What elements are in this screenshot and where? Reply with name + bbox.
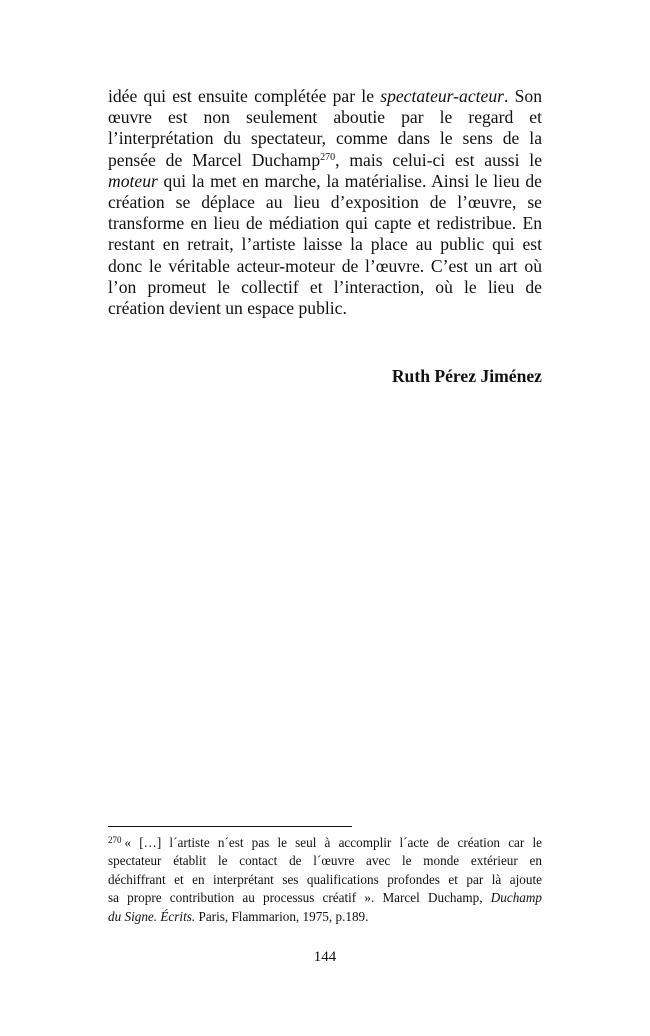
text-run: sa propre contribution au processus créatif ». Marcel Duchamp, [108, 890, 491, 906]
text-run: « […] l´artiste n´est pas le seul à accomplir l´acte de création car le [124, 835, 542, 850]
footnote-separator [108, 826, 352, 827]
text-run: idée qui est ensuite complétée par le [108, 86, 381, 106]
page-number: 144 [313, 949, 337, 965]
italic-title: du Signe. Écrits. [108, 908, 196, 924]
text-line: l’interprétation du spectateur, comme dans le sens de la [108, 128, 542, 149]
text-line [108, 171, 542, 192]
text-line [108, 150, 542, 171]
page-content [108, 86, 543, 386]
footnote-line [108, 834, 542, 852]
text-line: donc le véritable acteur-moteur de l’œuvre. C’est un art où [108, 255, 542, 276]
footnote-line: déchiffrant et en interprétant ses qualifications profondes et par là ajoute [108, 871, 542, 887]
footnote-line [108, 889, 542, 907]
text-run: pensée de Marcel Duchamp [108, 149, 321, 170]
text-line: création devient un espace public. [108, 298, 347, 319]
footnote-line [108, 908, 542, 926]
text-line: œuvre est non seulement aboutie par le regard et [108, 107, 542, 128]
text-line: transforme en lieu de médiation qui capte et redistribue. En [108, 213, 542, 234]
text-run: , mais celui-ci est aussi le [335, 149, 543, 170]
italic-term: spectateur-acteur [380, 86, 504, 106]
text-run: . Son [503, 86, 542, 106]
text-run: qui la met en marche, la matérialise. Ainsi le lieu de [157, 170, 542, 191]
footnote-reference[interactable]: 270 [320, 151, 336, 163]
author-signature: Ruth Pérez Jiménez [391, 366, 542, 386]
italic-term: moteur [108, 170, 158, 191]
footnote [108, 834, 542, 926]
text-line: restant en retrait, l’artiste laisse la place au public qui est [108, 234, 542, 255]
text-line: l’on promeut le collectif et l’interaction, où le lieu de [108, 276, 542, 297]
italic-title: Duchamp [490, 890, 542, 906]
body-paragraph [108, 86, 542, 319]
text-line: création se déplace au lieu d’exposition de l’œuvre, se [108, 192, 542, 213]
text-line [108, 86, 542, 107]
footnote-number: 270 [108, 835, 122, 845]
text-run: Paris, Flammarion, 1975, p.189. [195, 908, 369, 924]
footnote-line: spectateur établit le contact de l´œuvre avec le monde extérieur en [108, 853, 542, 869]
